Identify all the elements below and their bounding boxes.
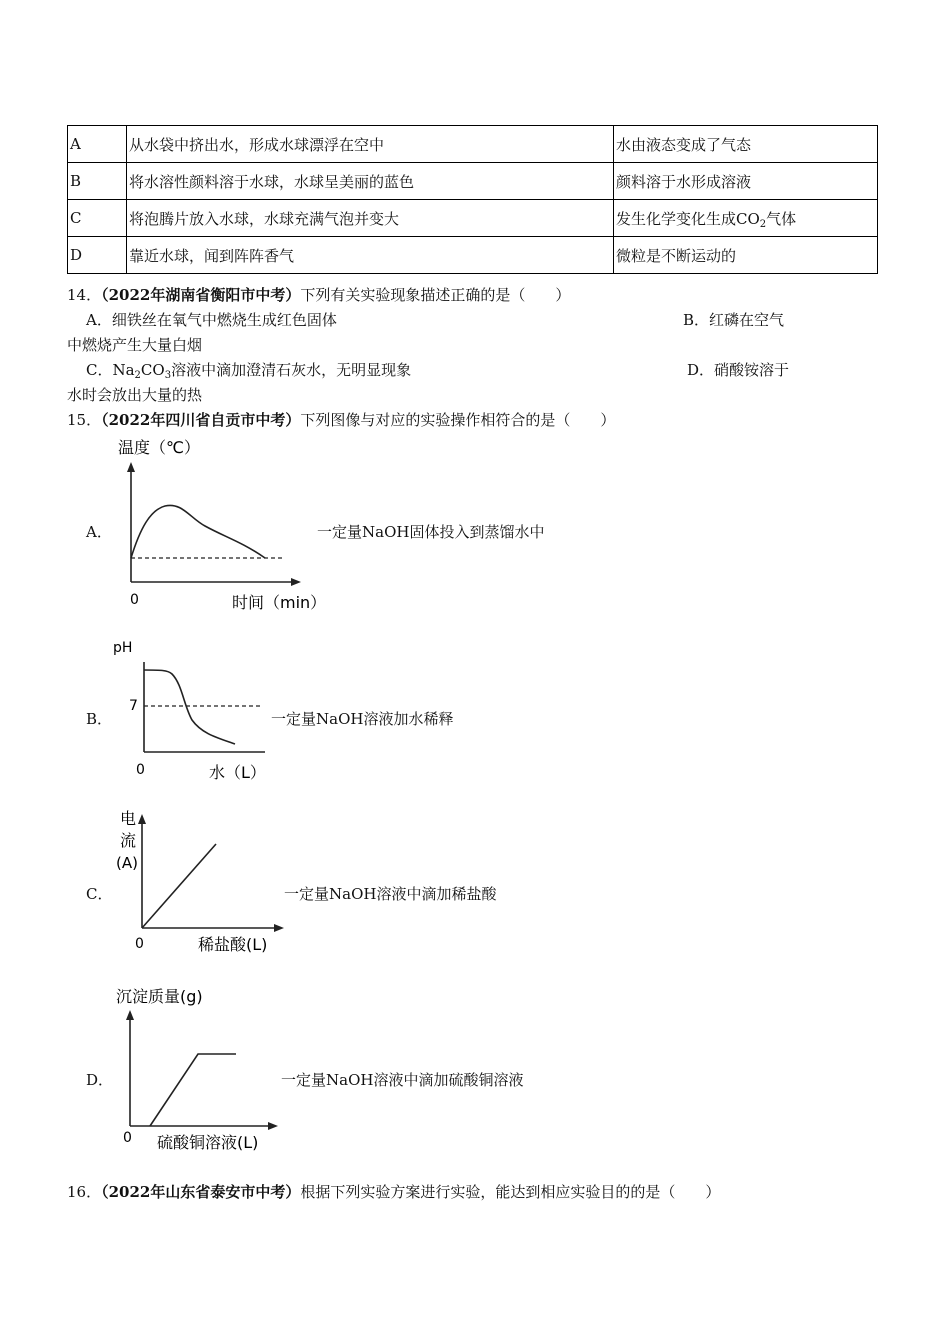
row-operation: 从水袋中挤出水，形成水球漂浮在空中 (127, 126, 614, 163)
row-operation: 将水溶性颜料溶于水球，水球呈美丽的蓝色 (127, 163, 614, 200)
origin-label: 0 (130, 592, 139, 608)
options-table (67, 125, 878, 274)
y-axis-label: pH (113, 640, 133, 656)
graph-d-precipitate (112, 982, 287, 1152)
x-axis-arrow (268, 1122, 278, 1130)
origin-label: 0 (135, 936, 144, 952)
row-letter: A (68, 126, 127, 163)
current-line (142, 844, 216, 928)
question-16-stem: 16．（2022年山东省泰安市中考）根据下列实验方案进行实验，能达到相应实验目的的是（ ） (67, 1183, 721, 1201)
y-axis-arrow (126, 1010, 134, 1020)
q15-option-c-letter: C． (86, 885, 113, 903)
x-axis-arrow (291, 578, 301, 586)
row-explanation: 发生化学变化生成$CO_2$气体 (614, 200, 878, 237)
q14-option-d-tail: 水时会放出大量的热 (67, 386, 203, 404)
row-letter: B (68, 163, 127, 200)
row-letter: D (68, 237, 127, 274)
q15-option-d-desc: 一定量NaOH溶液中滴加硫酸铜溶液 (281, 1071, 524, 1089)
x-axis-label: 硫酸铜溶液(L) (157, 1133, 259, 1152)
table-row (68, 200, 878, 237)
y-axis-label-line2: 流 (120, 831, 137, 850)
row-operation: 将泡腾片放入水球，水球充满气泡并变大 (127, 200, 614, 237)
graph-a-temperature (110, 434, 327, 618)
row-letter: C (68, 200, 127, 237)
y-axis-label: 温度（℃） (118, 438, 200, 457)
precipitate-line (150, 1054, 236, 1126)
q15-option-c-desc: 一定量NaOH溶液中滴加稀盐酸 (284, 885, 497, 903)
ph-curve (144, 670, 235, 744)
q14-option-b-tail: 中燃烧产生大量白烟 (67, 336, 203, 354)
x-axis-arrow (274, 924, 284, 932)
q15-option-b-desc: 一定量NaOH溶液加水稀释 (271, 710, 454, 728)
y-axis-label-line3: (A) (116, 854, 138, 872)
graph-b-ph (110, 634, 280, 784)
y-axis-arrow (138, 814, 146, 824)
x-axis-label: 水（L） (209, 763, 266, 782)
q14-option-a: A．细铁丝在氧气中燃烧生成红色固体 (86, 311, 337, 329)
row-explanation: 微粒是不断运动的 (614, 237, 878, 274)
row-operation: 靠近水球，闻到阵阵香气 (127, 237, 614, 274)
y-axis-label: 沉淀质量(g) (116, 987, 203, 1006)
q14-option-b-head: B．红磷在空气 (683, 311, 785, 329)
row-explanation: 水由液态变成了气态 (614, 126, 878, 163)
question-14-stem: 14．（2022年湖南省衡阳市中考）下列有关实验现象描述正确的是（ ） (67, 286, 571, 304)
y-axis-arrow (127, 462, 135, 472)
table-row (68, 163, 878, 200)
x-axis-label: 稀盐酸(L) (198, 935, 268, 954)
row-explanation: 颜料溶于水形成溶液 (614, 163, 878, 200)
q14-option-d-head: D．硝酸铵溶于 (687, 361, 790, 379)
table-row (68, 237, 878, 274)
q15-option-d-letter: D． (86, 1071, 114, 1089)
origin-label: 0 (123, 1130, 132, 1146)
q15-option-a-desc: 一定量NaOH固体投入到蒸馏水中 (317, 523, 545, 541)
table-row (68, 126, 878, 163)
y-axis-label-line1: 电 (120, 809, 137, 828)
temperature-curve (131, 505, 265, 558)
x-axis-label: 时间（min） (232, 593, 327, 612)
ph-7-tick-label: 7 (129, 698, 138, 714)
graph-c-current (112, 806, 288, 956)
q15-option-b-letter: B． (86, 710, 113, 728)
q15-option-a-letter: A． (86, 523, 112, 541)
origin-label: 0 (136, 762, 145, 778)
q14-option-c: C．$Na_2CO_3$溶液中滴加澄清石灰水，无明显现象 (86, 361, 412, 381)
question-15-stem: 15．（2022年四川省自贡市中考）下列图像与对应的实验操作相符合的是（ ） (67, 411, 616, 429)
